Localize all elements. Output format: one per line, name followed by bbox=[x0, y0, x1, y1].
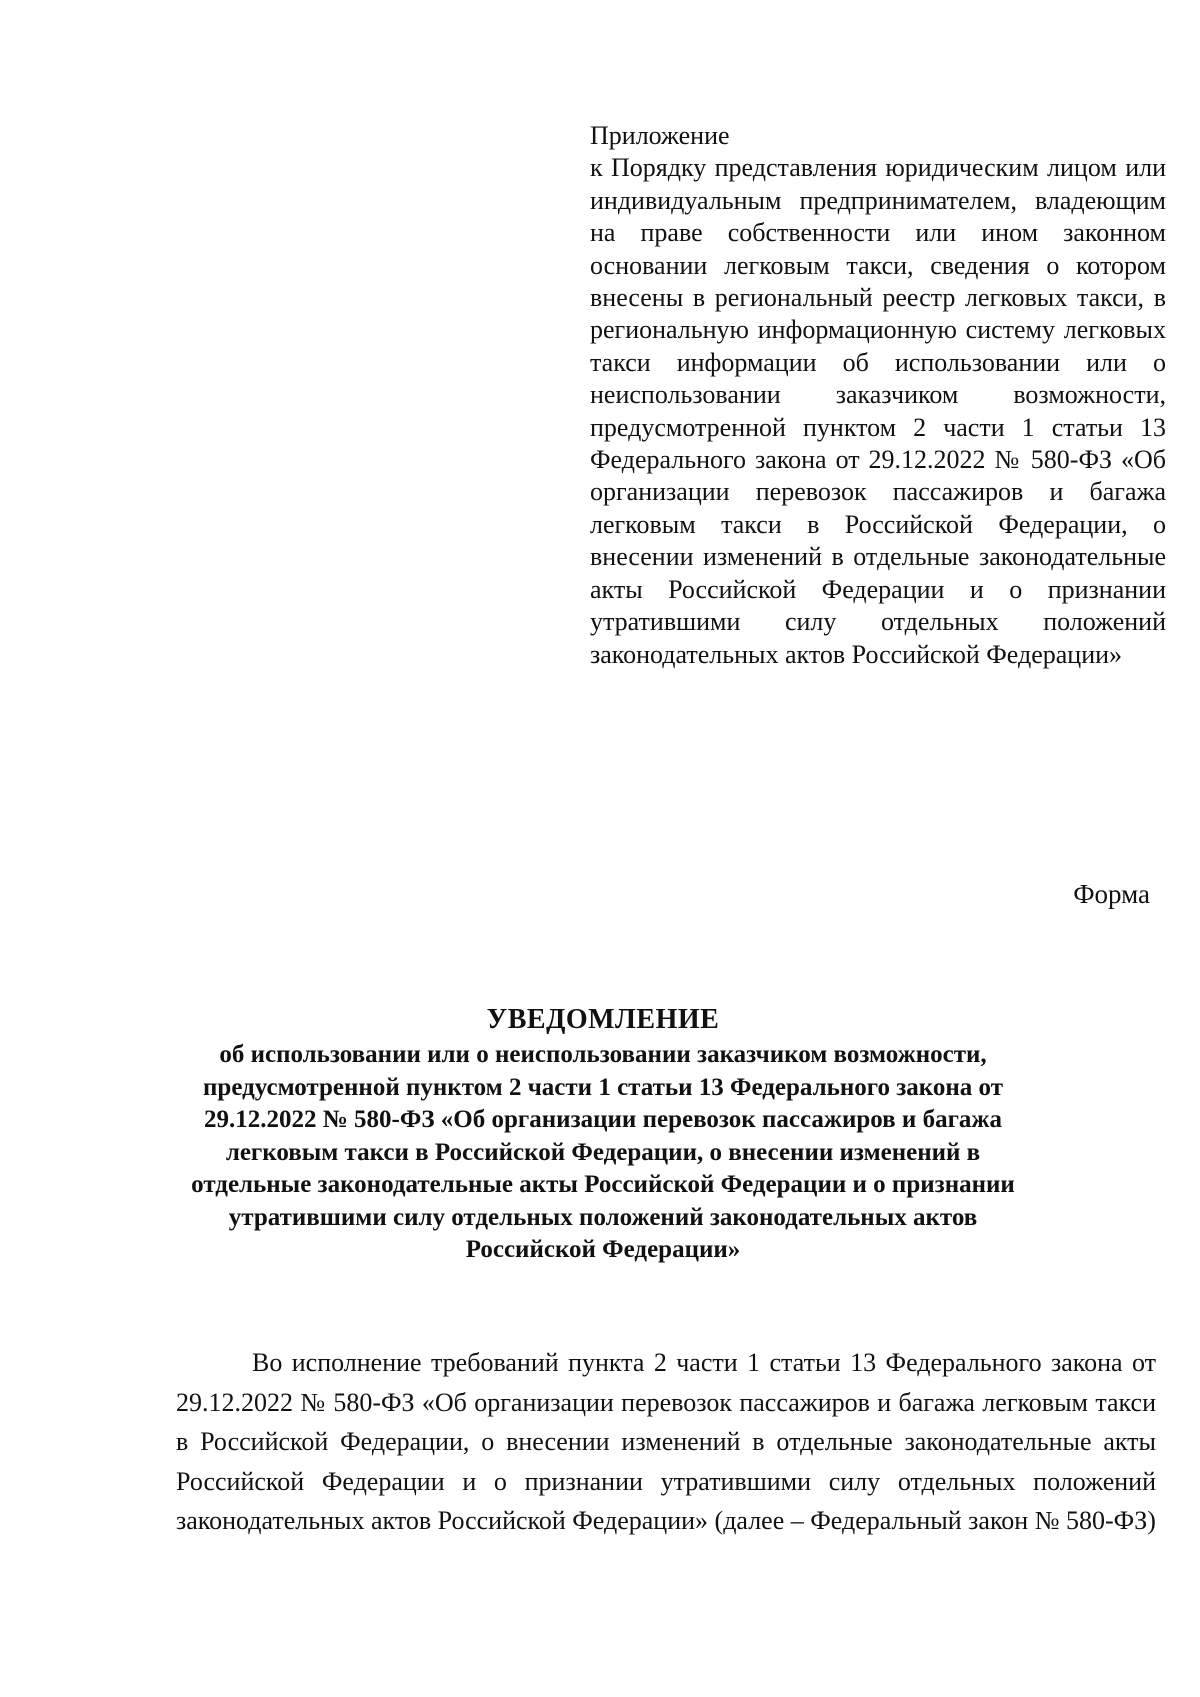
appendix-text: к Порядку представления юридическим лицом или индивидуальным предпринимателем, владеющим на праве собственности или ином законном основании легковым такси, сведения о котором внесены в региональный реестр легковых такси, в региональную информационную систему легковых такси информации об использовании или о неиспользовании заказчиком возможности, предусмотренной пунктом 2 части 1 статьи 13 Федерального закона от 29.12.2022 № 580-ФЗ «Об организации перевозок пассажиров и багажа легковым такси в Российской Федерации, о внесении изменений в отдельные законодательные акты Российской Федерации и о признании утратившими силу отдельных положений законодательных актов Российской Федерации» bbox=[590, 153, 1166, 669]
notice-subtitle: об использовании или о неиспользовании заказчиком возможности, предусмотренной пунктом 2 части 1 статьи 13 Федерального закона от 29.12.2022 № 580-ФЗ «Об организации перевозок пассажиров и багажа легковым такси в Российской Федерации, о внесении изменений в отдельные законодательные акты Российской Федерации и о признании утратившими силу отдельных положений законодательных актов Российской Федерации» bbox=[191, 1041, 1015, 1263]
form-label: Форма bbox=[1073, 879, 1150, 909]
appendix-block bbox=[590, 120, 1166, 671]
body-paragraph: Во исполнение требований пункта 2 части 1 статьи 13 Федерального закона от 29.12.2022 № 580-ФЗ «Об организации перевозок пассажиров и багажа легковым такси в Российской Федерации, о внесении изменений в отдельные законодательные акты Российской Федерации и о признании утратившими силу отдельных положений законодательных актов Российской Федерации» (далее – Федеральный закон № 580-ФЗ) bbox=[176, 1348, 1156, 1535]
notice-heading bbox=[170, 1003, 1036, 1267]
notice-title: УВЕДОМЛЕНИЕ bbox=[486, 1004, 720, 1035]
appendix-title: Приложение bbox=[590, 121, 730, 150]
